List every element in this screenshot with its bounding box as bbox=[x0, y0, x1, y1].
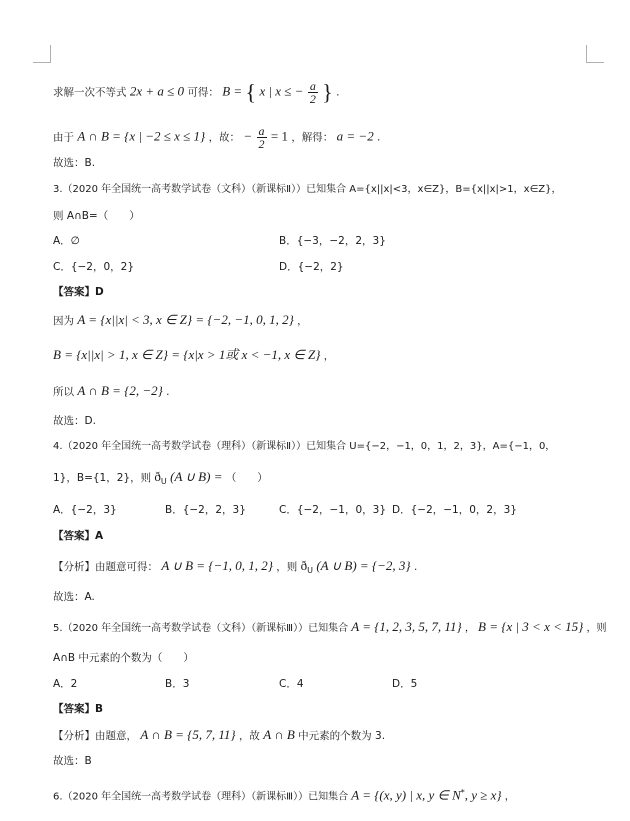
brace-open: { bbox=[245, 79, 257, 105]
q4-stem-line-1: 4.（2020 年全国统一高考数学试卷（理科）（新课标Ⅱ））已知集合 U={−2，−1，0，1，2，3}，A={−1，0， bbox=[53, 441, 556, 452]
text: 中元素的个数为 3. bbox=[298, 730, 386, 742]
q5-option-a: A．2 bbox=[53, 678, 78, 690]
math-set-b: B = {x | 3 < x < 15} bbox=[478, 619, 584, 634]
page-corner-mark-left bbox=[33, 45, 51, 63]
math-intersection: A ∩ B bbox=[263, 727, 295, 742]
text: 所以 bbox=[53, 386, 78, 398]
q5-option-d: D．5 bbox=[392, 678, 418, 690]
math-intersection: A ∩ B = {x | −2 ≤ x ≤ 1} bbox=[77, 128, 206, 144]
q5-option-c: C．4 bbox=[279, 678, 304, 690]
math-superscript: * bbox=[460, 788, 465, 797]
page-corner-mark-right bbox=[586, 45, 604, 63]
text: . bbox=[336, 86, 340, 99]
q6-stem-line-1 bbox=[53, 786, 515, 804]
text: 【分析】由题意可得： bbox=[53, 561, 158, 573]
text: ，则 bbox=[276, 561, 301, 573]
text: ，故 bbox=[238, 730, 264, 742]
q3-solution-2 bbox=[53, 348, 334, 363]
text: 由于 bbox=[53, 131, 78, 144]
q3-option-c: C．{−2，0，2} bbox=[53, 261, 135, 273]
q5-stem-line-2: A∩B 中元素的个数为（ ） bbox=[53, 652, 194, 664]
q5-answer: 【答案】B bbox=[53, 703, 104, 715]
math-set-a: A = {x||x| < 3, x ∈ Z} = {−2, −1, 0, 1, 2} bbox=[77, 312, 294, 327]
math-result: (A ∪ B) = {−2, 3} bbox=[316, 558, 411, 573]
math-union: A ∪ B = {−1, 0, 1, 2} bbox=[161, 558, 273, 573]
q3-stem-line-1: 3.（2020 年全国统一高考数学试卷（文科）（新课标Ⅱ））已知集合 A={x||x|<3，x∈Z}，B={x||x|>1，x∈Z}， bbox=[53, 184, 562, 195]
q5-option-b: B．3 bbox=[165, 678, 190, 690]
q3-solution-3 bbox=[53, 384, 170, 399]
text: 【分析】由题意， bbox=[53, 730, 137, 742]
fraction-a-over-2: $\frac{a}{2}$ bbox=[309, 79, 316, 106]
text: 可得： bbox=[187, 86, 219, 99]
text: . bbox=[377, 131, 381, 144]
q3-option-d: D．{−2，2} bbox=[279, 261, 344, 273]
q4-analysis bbox=[53, 559, 417, 578]
text: . bbox=[166, 386, 170, 398]
brace-close: } bbox=[322, 79, 333, 105]
text: ，则 bbox=[586, 623, 607, 634]
q5-stem-line-1 bbox=[53, 620, 607, 636]
math-subscript: U bbox=[307, 566, 313, 576]
q4-choose: 故选：A. bbox=[53, 591, 95, 603]
math-complement: ð bbox=[154, 469, 161, 484]
text: ， bbox=[297, 315, 308, 327]
math-set-b: B = bbox=[222, 83, 243, 99]
math-set-a: A = {(x, y) | x, y ∈ N bbox=[351, 787, 461, 803]
q5-choose: 故选：B bbox=[53, 755, 92, 767]
math-inequality: 2x + a ≤ 0 bbox=[129, 83, 185, 99]
q4-answer: 【答案】A bbox=[53, 530, 104, 542]
text: ， bbox=[464, 623, 475, 634]
text: 5.（2020 年全国统一高考数学试卷（文科）（新课标Ⅲ））已知集合 bbox=[53, 623, 352, 634]
q3-stem-line-2: 则 A∩B=（ ） bbox=[53, 210, 140, 222]
q3-option-a: A．∅ bbox=[53, 235, 80, 247]
q4-option-b: B．{−2，2，3} bbox=[165, 504, 246, 516]
text: 求解一次不等式 bbox=[53, 86, 127, 99]
fraction-a-over-2: $\frac{a}{2}$ bbox=[258, 124, 265, 151]
text: ， bbox=[504, 791, 515, 803]
math-complement: ð bbox=[300, 558, 308, 573]
math-intersection: A ∩ B = {2, −2} bbox=[77, 383, 163, 398]
text: （ ） bbox=[225, 472, 268, 484]
math-result: a = −2 bbox=[336, 128, 374, 144]
q3-option-b: B．{−3，−2，2，3} bbox=[279, 235, 386, 247]
math-intersection: A ∩ B = {5, 7, 11} bbox=[140, 727, 236, 742]
solution-line-2 bbox=[53, 125, 380, 150]
math-union: (A ∪ B) = bbox=[170, 469, 223, 484]
text: ，故： bbox=[208, 131, 241, 144]
q3-answer: 【答案】D bbox=[53, 286, 104, 298]
text: 因为 bbox=[53, 315, 78, 327]
q4-stem-line-2 bbox=[53, 470, 268, 489]
math-subscript: U bbox=[160, 477, 167, 487]
q3-solution-1 bbox=[53, 313, 308, 328]
choose-line: 故选：B. bbox=[53, 157, 96, 169]
math-set-b: B = {x||x| > 1, x ∈ Z} = {x|x > 1或 x < −1, x ∈ Z} bbox=[53, 347, 321, 362]
q5-analysis bbox=[53, 728, 385, 743]
q4-option-d: D．{−2，−1，0，2，3} bbox=[392, 504, 517, 516]
q4-option-a: A．{−2，3} bbox=[53, 504, 117, 516]
q3-choose: 故选：D. bbox=[53, 415, 96, 427]
math-set-body: x | x ≤ − bbox=[259, 83, 304, 99]
text: 6.（2020 年全国统一高考数学试卷（理科）（新课标Ⅲ））已知集合 bbox=[53, 791, 352, 803]
text: . bbox=[413, 561, 418, 573]
math-set-a: A = {1, 2, 3, 5, 7, 11} bbox=[351, 619, 462, 634]
text: 1}，B={1，2}，则 bbox=[53, 472, 155, 484]
text: ， bbox=[323, 350, 335, 362]
math-equals: = 1 bbox=[270, 128, 288, 144]
math-set-a-rest: , y ≥ x} bbox=[464, 787, 502, 803]
text: ，解得： bbox=[291, 131, 334, 144]
math-minus: − bbox=[243, 128, 253, 144]
solution-line-1 bbox=[53, 80, 339, 105]
q4-option-c: C．{−2，−1，0，3} bbox=[279, 504, 387, 516]
